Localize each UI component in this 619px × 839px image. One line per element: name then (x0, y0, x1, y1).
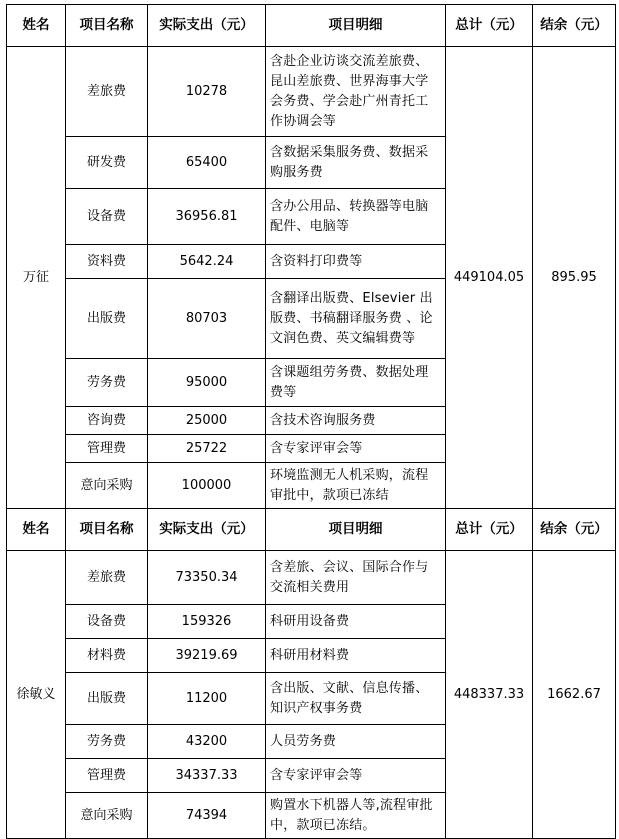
header-row (7, 5, 616, 47)
actual-spend-cell: 11200 (148, 673, 266, 725)
actual-spend-cell: 10278 (148, 47, 266, 137)
item-name-cell: 出版费 (66, 279, 148, 359)
item-name-cell: 劳务费 (66, 359, 148, 407)
item-detail-cell: 含专家评审会等 (266, 759, 446, 793)
balance-cell: 1662.67 (533, 551, 616, 839)
actual-spend-cell: 34337.33 (148, 759, 266, 793)
item-name-cell: 意向采购 (66, 793, 148, 839)
item-detail-cell: 含翻译出版费、Elsevier 出版费、书稿翻译服务费 、论文润色费、英文编辑费等 (266, 279, 446, 359)
item-detail-cell: 含资料打印费等 (266, 245, 446, 279)
header-row (7, 509, 616, 551)
actual-spend-cell: 159326 (148, 605, 266, 639)
header-detail-cell: 项目明细 (266, 5, 446, 47)
header-balance-cell: 结余（元） (533, 5, 616, 47)
item-detail-cell: 含课题组劳务费、数据处理费等 (266, 359, 446, 407)
actual-spend-cell: 25722 (148, 435, 266, 463)
balance-cell: 895.95 (533, 47, 616, 509)
item-name-cell: 差旅费 (66, 47, 148, 137)
item-detail-cell: 含技术咨询服务费 (266, 407, 446, 435)
actual-spend-cell: 39219.69 (148, 639, 266, 673)
item-detail-cell: 科研用设备费 (266, 605, 446, 639)
item-detail-cell: 科研用材料费 (266, 639, 446, 673)
item-name-cell: 出版费 (66, 673, 148, 725)
table-body (7, 5, 616, 839)
header-detail-cell: 项目明细 (266, 509, 446, 551)
actual-spend-cell: 5642.24 (148, 245, 266, 279)
actual-spend-cell: 65400 (148, 137, 266, 189)
item-name-cell: 劳务费 (66, 725, 148, 759)
actual-spend-cell: 43200 (148, 725, 266, 759)
total-cell: 448337.33 (446, 551, 533, 839)
header-balance-cell: 结余（元） (533, 509, 616, 551)
item-name-cell: 研发费 (66, 137, 148, 189)
actual-spend-cell: 80703 (148, 279, 266, 359)
actual-spend-cell: 95000 (148, 359, 266, 407)
person-name-cell: 万征 (7, 47, 66, 509)
actual-spend-cell: 100000 (148, 463, 266, 509)
item-name-cell: 材料费 (66, 639, 148, 673)
item-detail-cell: 含出版、文献、信息传播、知识产权事务费 (266, 673, 446, 725)
item-name-cell: 管理费 (66, 759, 148, 793)
item-name-cell: 管理费 (66, 435, 148, 463)
header-name-cell: 姓名 (7, 5, 66, 47)
item-detail-cell: 含差旅、会议、国际合作与交流相关费用 (266, 551, 446, 605)
item-detail-cell: 含数据采集服务费、数据采购服务费 (266, 137, 446, 189)
table-row (7, 551, 616, 605)
item-name-cell: 咨询费 (66, 407, 148, 435)
header-total-cell: 总计（元） (446, 509, 533, 551)
header-item-cell: 项目名称 (66, 5, 148, 47)
table-row (7, 47, 616, 137)
item-name-cell: 资料费 (66, 245, 148, 279)
actual-spend-cell: 73350.34 (148, 551, 266, 605)
item-detail-cell: 含办公用品、转换器等电脑配件、电脑等 (266, 189, 446, 245)
header-spend-cell: 实际支出（元） (148, 5, 266, 47)
item-detail-cell: 购置水下机器人等,流程审批中，款项已冻结。 (266, 793, 446, 839)
person-name-cell: 徐敏义 (7, 551, 66, 839)
actual-spend-cell: 36956.81 (148, 189, 266, 245)
header-name-cell: 姓名 (7, 509, 66, 551)
expense-table (6, 4, 616, 839)
item-name-cell: 意向采购 (66, 463, 148, 509)
header-total-cell: 总计（元） (446, 5, 533, 47)
item-detail-cell: 人员劳务费 (266, 725, 446, 759)
header-spend-cell: 实际支出（元） (148, 509, 266, 551)
item-name-cell: 设备费 (66, 189, 148, 245)
actual-spend-cell: 74394 (148, 793, 266, 839)
header-item-cell: 项目名称 (66, 509, 148, 551)
actual-spend-cell: 25000 (148, 407, 266, 435)
item-detail-cell: 环境监测无人机采购，流程审批中，款项已冻结 (266, 463, 446, 509)
item-name-cell: 差旅费 (66, 551, 148, 605)
item-detail-cell: 含赴企业访谈交流差旅费、昆山差旅费、世界海事大学会务费、学会赴广州青托工作协调会等 (266, 47, 446, 137)
item-name-cell: 设备费 (66, 605, 148, 639)
total-cell: 449104.05 (446, 47, 533, 509)
item-detail-cell: 含专家评审会等 (266, 435, 446, 463)
